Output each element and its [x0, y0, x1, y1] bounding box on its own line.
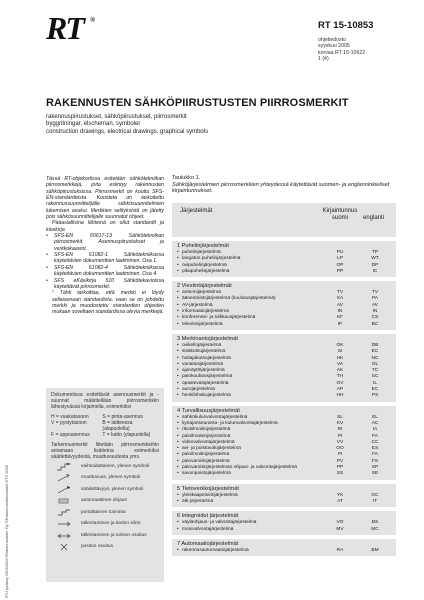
logo-registered-mark: ®: [90, 16, 96, 24]
keywords-fi: rakennuspiirustukset, sähköpiirustukset, piirrosmerkit: [46, 114, 187, 120]
system-name: • sähkökulunvalvontajärjestelmä: [182, 415, 247, 421]
marking-info-box: [46, 388, 164, 582]
code-finnish: LP: [337, 256, 343, 262]
system-name: • henkilöhakujärjestelmä: [182, 393, 231, 399]
section-heading: 5 Tietoverkkojärjestelmät: [177, 485, 239, 492]
symbol-label: säädettävyys, ylenen symboli: [81, 486, 144, 492]
code-english: SP: [371, 465, 379, 471]
code-finnish: IN: [337, 309, 343, 315]
system-name: • ovikellojärjestelmä: [182, 343, 221, 349]
system-name: • opastevalojärjestelmä: [182, 381, 228, 387]
system-name: • televisiojärjestelmä: [182, 322, 223, 328]
meta-line: korvaa RT 15-10622: [318, 49, 366, 56]
code-english: IT: [372, 498, 378, 504]
symbol-label: vaihtoidattainen, ylenen symboli: [81, 463, 149, 469]
code-finnish: OV: [336, 380, 344, 386]
sources-paragraph: Pääasiallisina lähteinä on ollut standardit ja käsikirja: [46, 220, 164, 233]
system-name: • sisäkutsujärjestelmä: [182, 349, 225, 355]
table-caption-text: Sähköjärjestelmien piirrosmerkkien yhteydessä käytettävät suomen- ja englanninkieliset kirjaintunnukset.: [172, 181, 390, 195]
system-name: • videovalvontajärjestelmä: [182, 440, 235, 446]
system-name: • paloilmoitinjärjestelmä: [182, 452, 229, 458]
rt-logo: [46, 10, 96, 46]
code-finnish: SS: [336, 471, 344, 477]
system-name: • äänentoistojärjestelmä (kuulutusjärjestelmä): [182, 296, 276, 302]
code-finnish: VO: [336, 520, 344, 526]
symbol-row: [51, 542, 159, 552]
table-body: [172, 241, 396, 556]
automatic-control-icon: [51, 496, 81, 506]
code-english: TC: [371, 368, 379, 374]
code-finnish: SI: [337, 349, 343, 355]
table-section: [172, 281, 396, 330]
table-section: [172, 241, 396, 277]
system-name: • langaton puhelinjärjestelmä: [182, 256, 240, 262]
header-systems: Järjestelmät: [180, 208, 213, 214]
marking-letters: [51, 414, 159, 438]
system-name: • palovaroitinjärjestelmän ohjaus- ja valvontajärjestelmä: [182, 465, 297, 471]
table-row: [172, 393, 396, 399]
symbol-label: tallentaminen ja toiston osoitus: [81, 532, 147, 538]
source-item: • SFS-EN 60617-13 Sähkötekniikan piirrosmerkit. Asennuspiirustukset ja verkkokaaviot.: [46, 233, 164, 252]
marking-letter: B = laitteessa (alapuolella): [102, 420, 133, 432]
code-finnish: PP: [336, 268, 344, 274]
code-finnish: OK: [336, 342, 344, 348]
system-name: • palokuulutusjärjestelmä: [182, 374, 232, 380]
code-finnish: VV: [336, 439, 344, 445]
symbol-row: [51, 496, 159, 506]
section-heading: 6 Integroidut järjestelmät: [177, 513, 239, 520]
code-english: PA: [371, 296, 379, 302]
system-name: • ajanäyttöjärjestelmä: [182, 368, 225, 374]
code-finnish: YK: [336, 492, 344, 498]
adjustability-arrow-icon: [51, 485, 81, 495]
system-name: • rikosilmoitinjärjestelmä: [182, 427, 230, 433]
system-name: • informaatiojärjestelmä: [182, 309, 229, 315]
system-name: • aurojärjestelmä: [182, 387, 215, 393]
keywords-en: construction drawings, electrical drawings, graphical symbols: [46, 128, 209, 135]
symbol-row: [51, 462, 159, 472]
code-finnish: PP: [336, 465, 344, 471]
header-english: englanti: [363, 215, 385, 221]
symbol-row: [51, 508, 159, 518]
code-english: SC: [371, 374, 379, 380]
variability-arrow-icon: [51, 473, 81, 483]
marking-letter: V = pystytasoon: [51, 420, 87, 426]
code-finnish: AV: [336, 302, 344, 308]
system-name: • väyläohjaus- ja valvontajärjestelmä: [182, 520, 256, 526]
intro-paragraph: Tässä RT-ohjekortissa esitetään sähkötekniikan piirrosmerkkejä, joita esiintyy rakennusten sähköpiirustuksissa. Piirrosmerkit on koottu SFS-EN-standardeista. Koosteta on tarkoitettu rakennussuunnittelijälle sähkösuunnitelmien lukemisen avuksi. Merkkien selityksistä on jätetty pois sähkösuunnittelijalle suunnatut ohjeet.: [46, 176, 164, 221]
code-finnish: AP: [336, 387, 344, 393]
section-heading: 7 Automaatiojärjestelmät: [177, 540, 239, 547]
code-english: FA: [372, 433, 378, 439]
table-section: [172, 334, 396, 402]
section-heading: 2 Viestintäjärjestelmät: [177, 283, 232, 290]
table-section: [172, 511, 396, 535]
code-english: GC: [371, 492, 379, 498]
system-name: • ovipuhelinjärjestelmä: [182, 263, 227, 269]
system-name: • paloilmaisinjärjestelmä: [182, 434, 230, 440]
document-number: RT 15-10853: [318, 20, 374, 31]
code-english: BS: [371, 520, 379, 526]
marking-letter: S = pinta-asennus: [102, 414, 143, 420]
code-finnish: HH: [336, 393, 344, 399]
code-finnish: PI: [337, 433, 343, 439]
system-name: • savunpoistojärjestelmä: [182, 471, 231, 477]
code-finnish: SL: [337, 414, 343, 420]
source-item: • SFS-EN 61082-1 Sähkötekniikassa käytettävien dokumenttien laatiminen. Osa 1.: [46, 252, 164, 265]
section-heading: 3 Merkinantojärjestelmät: [177, 335, 238, 342]
code-english: SE: [371, 471, 379, 477]
code-english: ES: [371, 446, 379, 452]
code-english: TP: [371, 250, 379, 255]
code-english: DP: [371, 262, 379, 268]
code-finnish: TH: [336, 374, 344, 380]
code-english: IN: [372, 309, 378, 315]
table-row: [172, 499, 396, 505]
qualifier-intro: Tarkennusmerkit liitetään piirrosmerkkeihin antamaan lisätietoa esimerkiksi säädettävyydestä, muuttuvuudesta yms.: [51, 442, 159, 460]
source-item: • SFS eKäsikirja 510 Sähkötekavioissa käytettävät piirrosmerkit.: [46, 277, 164, 290]
code-english: FA: [372, 452, 378, 458]
code-english: EL: [372, 414, 378, 420]
code-english: BM: [371, 547, 379, 553]
table-header: [172, 203, 396, 237]
table-section: [172, 406, 396, 480]
code-finnish: AT: [337, 498, 343, 504]
meta-line: 1 (4): [318, 56, 329, 63]
marking-letter: T = katto (ylapuolella): [102, 432, 151, 438]
code-finnish: KF: [336, 315, 344, 321]
table-row: [172, 269, 396, 275]
code-english: CC: [371, 439, 379, 445]
marking-letter: H = vaakatasoon: [51, 414, 89, 420]
symbol-label: portaittainen toiminta: [81, 509, 126, 515]
system-name: • puhelinjärjestelmä: [182, 250, 221, 256]
system-name: • AV-järjestelmä: [182, 303, 213, 309]
system-name: • kyöajanseuranta- ja kulunvalvontajärjestelmä: [182, 421, 278, 427]
table-section: [172, 539, 396, 556]
system-name: • monivalvontajärjestelmä: [182, 527, 233, 533]
code-english: OL: [371, 361, 379, 367]
code-english: DB: [371, 342, 379, 348]
system-name: • yleiskaapelointijärjestelmä: [182, 493, 238, 499]
symbol-label: automaattinen ohjaus: [81, 498, 127, 503]
code-english: MC: [371, 526, 379, 532]
section-heading: 1 Puhelinjärjestelmät: [177, 243, 229, 249]
code-finnish: HK: [336, 355, 344, 361]
system-name: • avi- ja poistovalojärjestelmä: [182, 446, 241, 452]
code-finnish: VA: [336, 361, 344, 367]
table-caption: [172, 175, 396, 195]
code-english: EC: [371, 349, 379, 355]
stepwise-operation-icon: [51, 508, 81, 518]
code-english: WT: [371, 256, 379, 262]
code-english: AV: [371, 302, 379, 308]
section-heading: 4 Turvallisuusjärjestelmät: [177, 407, 240, 414]
table-row: [172, 527, 396, 533]
side-note: RT-hyväksy 2005/2007/Rakennustieto Oy ©Rakennustietosäätiö RTS 2005: [4, 464, 9, 598]
keywords-sv: byggritningar, elscheman, symboler: [46, 121, 141, 128]
intro-text: [46, 176, 164, 316]
code-english: FS: [371, 458, 379, 464]
recording-playback-icon: [51, 531, 81, 541]
code-finnish: PU: [336, 250, 344, 255]
source-item: • SFS-EN 61082-4 Sähkötekniikassa käytettävien dokumenttien laatiminen. Osa 4.: [46, 264, 164, 278]
table-row: [172, 471, 396, 477]
code-english: IA: [372, 427, 378, 433]
header-finnish: Kirjaintunnus suomi: [322, 208, 358, 221]
code-english: CS: [371, 315, 379, 321]
footnote: ¹ Tähti tarkoittaa, että merkki ei löydy sellaisenaan standardista, vaan se on johdettu merkki ja muodostettu standardien ohjeiden mukaan soveltaen standardissa olevia merkkejä.: [52, 290, 164, 316]
position-indicator-icon: [51, 542, 81, 552]
system-name: • rakennusautomaatiojärjestelmä: [182, 548, 249, 554]
code-english: BC: [371, 321, 379, 327]
marking-letter: F = uppoasennus: [51, 432, 90, 438]
marking-intro: Dokumentissa esitettävät asennusmerkit ja -suunnat määritellään piirrosmerkkiin lähestyvässä kirjaimella, esimerkiksi: [51, 392, 159, 410]
code-finnish: PV: [336, 458, 344, 464]
code-english: PS: [371, 393, 379, 399]
code-english: TV: [371, 290, 379, 296]
system-name: • hoitajakutsujärjestelmä: [182, 356, 231, 362]
table-caption-title: Taulukko 1.: [172, 175, 201, 181]
code-finnish: KV: [336, 420, 344, 426]
code-english: NC: [371, 355, 379, 361]
code-finnish: OO: [336, 446, 344, 452]
table-row: [172, 322, 396, 328]
code-finnish: RI: [337, 427, 343, 433]
stepped-arrow-icon: [51, 462, 81, 472]
code-english: EC: [371, 387, 379, 393]
document-meta: [318, 37, 365, 63]
meta-line: syyskuu 2005: [318, 43, 350, 50]
systems-table: [172, 203, 396, 591]
system-name: • vanaitusjärjestelmä: [182, 362, 223, 368]
system-name: • atk-järjestelmä: [182, 499, 213, 505]
symbol-row: [51, 473, 159, 483]
system-name: • konferenssi- ja tulkkausjärjestelmä: [182, 315, 255, 321]
code-english: IL: [372, 380, 377, 386]
symbol-row: [51, 531, 159, 541]
system-name: • pikapuhelinjärjestelmä: [182, 269, 229, 275]
recording-transfer-icon: [51, 519, 81, 529]
table-row: [172, 548, 396, 554]
code-finnish: XA: [336, 296, 344, 302]
code-finnish: AK: [336, 368, 344, 374]
symbol-label: tallentaminen ja tiedon siirto: [81, 521, 141, 526]
code-english: AC: [371, 420, 379, 426]
code-english: IC: [372, 268, 378, 274]
system-name: • palovaroitinjärjestelmä: [182, 459, 230, 465]
symbol-label: muuttuvuus, ylenen symboli: [81, 475, 141, 480]
code-finnish: RA: [336, 547, 344, 553]
symbol-row: [51, 485, 159, 495]
symbol-row: [51, 519, 159, 529]
code-finnish: MV: [336, 526, 344, 532]
code-finnish: OP: [336, 262, 344, 268]
table-section: [172, 484, 396, 508]
system-name: • antennijärjestelmä: [182, 290, 221, 296]
symbol-label: positon osoitus: [81, 544, 113, 549]
page-title: RAKENNUSTEN SÄHKÖPIIRUSTUSTEN PIIRROSMERKIT: [46, 97, 349, 109]
code-finnish: PI: [337, 452, 343, 458]
code-finnish: TV: [336, 290, 344, 296]
logo-text: RT: [46, 10, 83, 46]
meta-line: ohjetiedosto: [318, 37, 346, 43]
code-finnish: IP: [337, 321, 343, 327]
keywords: [46, 114, 208, 136]
